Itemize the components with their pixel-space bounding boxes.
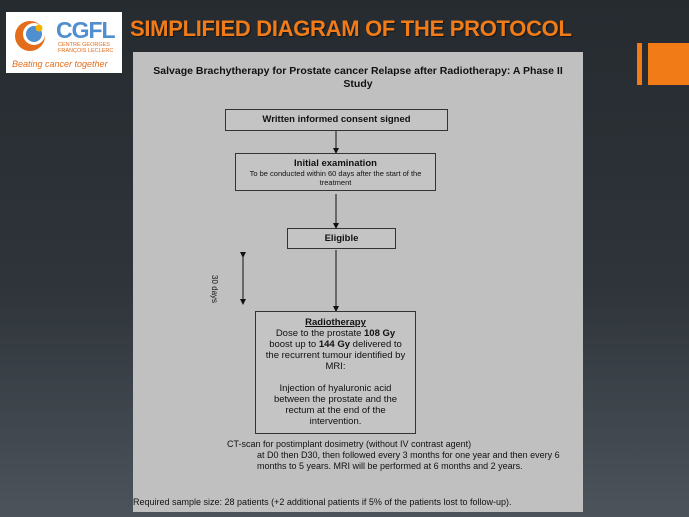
ct-scan-line2: at D0 then D30, then followed every 3 months for one year and then every 6 months to 5 years. MRI will be performed at 6 months and 2 years. — [257, 450, 560, 471]
initial-exam-note: To be conducted within 60 days after the start of the treatment — [249, 169, 422, 187]
ct-scan-text — [227, 439, 583, 472]
initial-exam-heading: Initial examination — [294, 158, 377, 169]
cgfl-logo-mark-icon — [12, 18, 52, 54]
interval-label: 30 days — [210, 275, 219, 304]
cgfl-logo — [6, 12, 122, 73]
consent-box: Written informed consent signed — [225, 109, 448, 131]
accent-block — [648, 43, 689, 85]
radiotherapy-box — [255, 311, 416, 434]
radiotherapy-heading: Radiotherapy — [305, 317, 366, 328]
study-title: Salvage Brachytherapy for Prostate cancer Relapse after Radiotherapy: A Phase II Study — [153, 65, 563, 90]
sample-size: Required sample size: 28 patients (+2 additional patients if 5% of the patients lost to follow-up). — [133, 497, 512, 507]
radiotherapy-target-line: the recurrent tumour identified by MRI: — [265, 350, 406, 372]
eligible-box: Eligible — [287, 228, 396, 249]
radiotherapy-dose-line: Dose to the prostate 108 Gy — [275, 328, 396, 339]
accent-bar — [637, 43, 642, 85]
ct-scan-line1: CT-scan for postimplant dosimetry (without IV contrast agent) — [227, 439, 472, 449]
logo-name: CGFL — [56, 17, 115, 43]
logo-tagline: Beating cancer together — [12, 59, 108, 69]
radiotherapy-injection: Injection of hyaluronic acid between the prostate and the rectum at the end of the intervention. — [273, 383, 398, 427]
initial-exam-box — [235, 153, 436, 191]
radiotherapy-boost-line: boost up to 144 Gy delivered to — [269, 339, 402, 350]
logo-subtitle: CENTRE GEORGES FRANÇOIS LECLERC — [58, 42, 114, 54]
protocol-diagram — [133, 52, 583, 512]
slide-title: SIMPLIFIED DIAGRAM OF THE PROTOCOL — [130, 16, 572, 41]
